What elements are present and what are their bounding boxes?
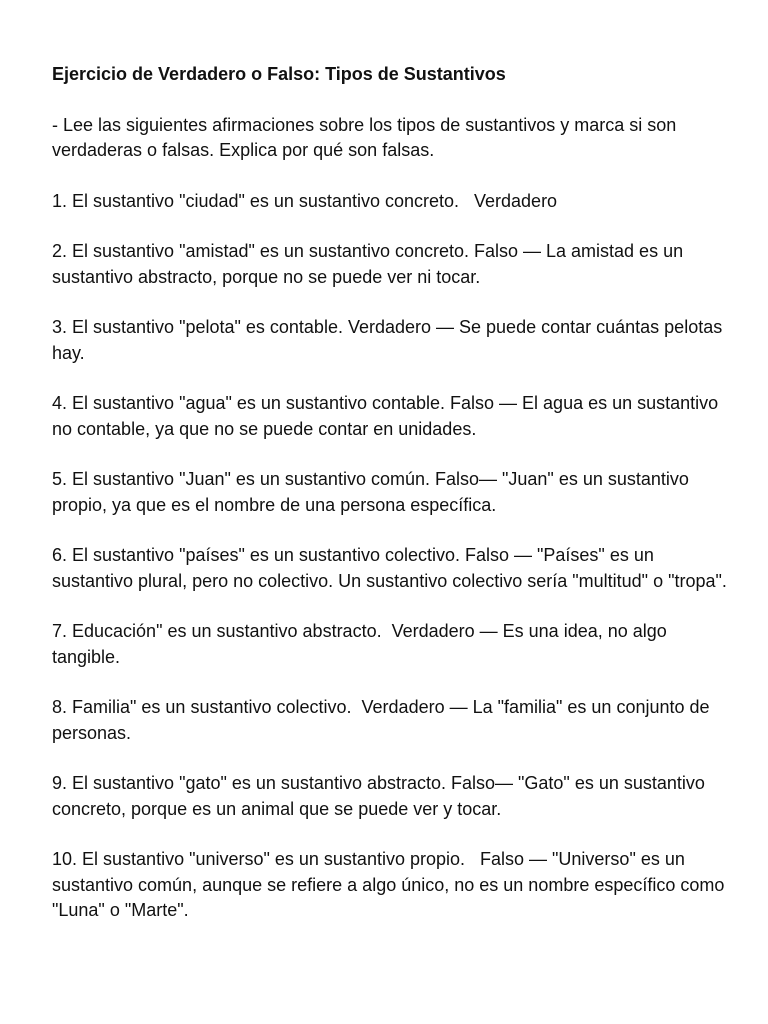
statement-item-2: 2. El sustantivo "amistad" es un sustantivo concreto. Falso — La amistad es un sustantivo abstracto, porque no se puede ver ni tocar. (52, 241, 689, 287)
document-page (52, 62, 732, 924)
document-title: Ejercicio de Verdadero o Falso: Tipos de Sustantivos (52, 64, 506, 84)
statement-item-5: 5. El sustantivo "Juan" es un sustantivo común. Falso— "Juan" es un sustantivo propio, ya que es el nombre de una persona específica. (52, 469, 694, 515)
instructions-paragraph: - Lee las siguientes afirmaciones sobre los tipos de sustantivos y marca si son verdaderas o falsas. Explica por qué son falsas. (52, 114, 677, 160)
statement-item-3: 3. El sustantivo "pelota" es contable. Verdadero — Se puede contar cuántas pelotas hay. (52, 317, 728, 363)
statement-item-7: 7. Educación" es un sustantivo abstracto. Verdadero — Es una idea, no algo tangible. (52, 621, 672, 667)
statement-item-6: 6. El sustantivo "países" es un sustantivo colectivo. Falso — "Países" es un sustantivo plural, pero no colectivo. Un sustantivo colectivo sería "multitud" o "tropa". (52, 545, 727, 591)
statement-item-10: 10. El sustantivo "universo" es un sustantivo propio. Falso — "Universo" es un sustantivo común, aunque se refiere a algo único, no es un nombre específico como "Luna" o "Marte". (52, 849, 730, 920)
statement-item-1: 1. El sustantivo "ciudad" es un sustantivo concreto. Verdadero (52, 190, 558, 211)
statement-item-8: 8. Familia" es un sustantivo colectivo. Verdadero — La "familia" es un conjunto de personas. (52, 697, 715, 743)
statement-item-9: 9. El sustantivo "gato" es un sustantivo abstracto. Falso— "Gato" es un sustantivo concreto, porque es un animal que se puede ver y tocar. (52, 773, 710, 819)
statement-item-4: 4. El sustantivo "agua" es un sustantivo contable. Falso — El agua es un sustantivo no contable, ya que no se puede contar en unidades. (52, 393, 724, 439)
